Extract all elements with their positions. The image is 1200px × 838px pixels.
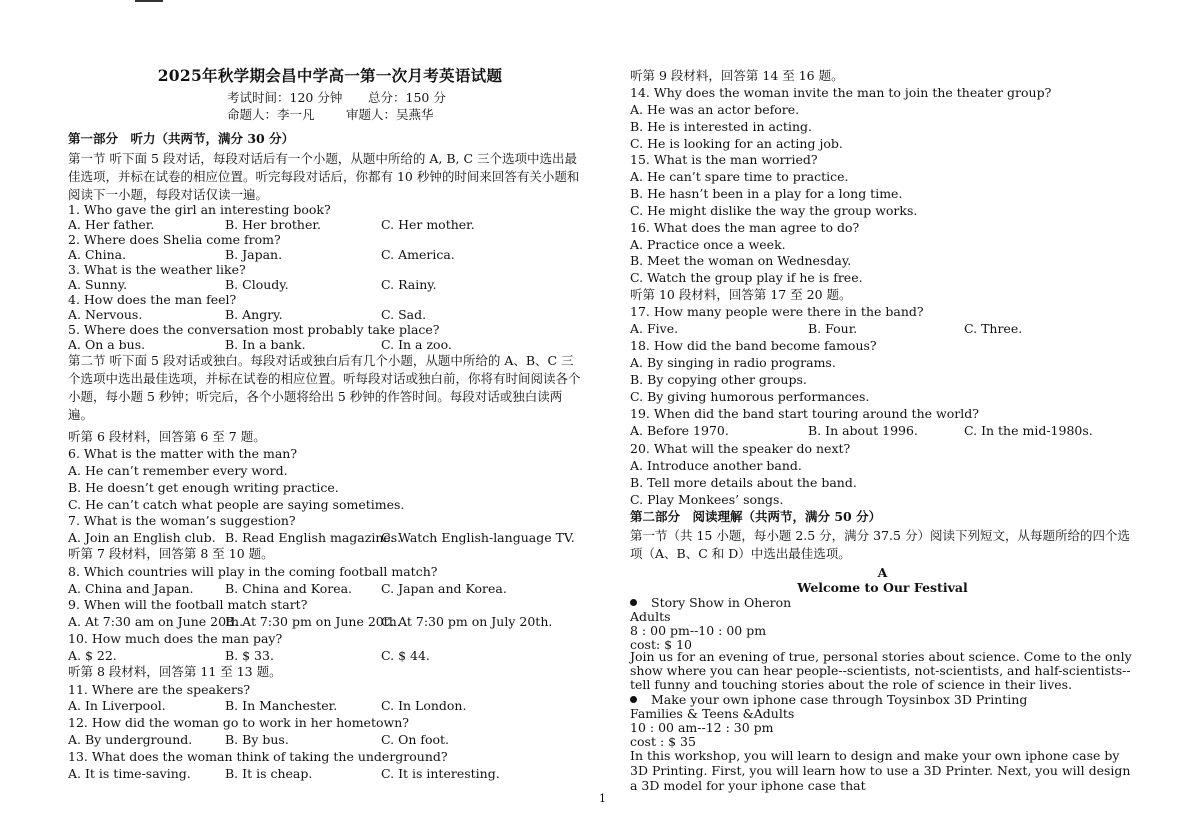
part1-heading: 第一部分 听力（共两节，满分 30 分） — [68, 131, 295, 146]
q7-option-c: C. Watch English-language TV. — [381, 530, 575, 545]
q17-option-c: C. Three. — [964, 321, 1023, 336]
q14-option-a: A. He was an actor before. — [630, 102, 800, 117]
question-4: 4. How does the man feel? — [68, 292, 237, 307]
q4-option-c: C. Sad. — [381, 307, 427, 322]
question-10: 10. How much does the man pay? — [68, 631, 283, 646]
q11-option-c: C. In London. — [381, 698, 467, 713]
q3-option-b: B. Cloudy. — [225, 277, 289, 292]
q16-option-c: C. Watch the group play if he is free. — [630, 270, 863, 285]
q7-option-a: A. Join an English club. — [68, 530, 216, 545]
passage-title: Welcome to Our Festival — [797, 580, 968, 595]
exam-time: 考试时间：120 分钟 — [227, 90, 343, 105]
event2-description: In this workshop, you will learn to design and make your own iphone case by 3D Printing. First, you will learn how to use a 3D Printer. Next, you will design a 3D model for your iphone case that — [630, 748, 1131, 793]
q8-option-a: A. China and Japan. — [68, 581, 194, 596]
question-12: 12. How did the woman go to work in her hometown? — [68, 715, 409, 730]
bullet-icon — [630, 696, 637, 703]
question-15: 15. What is the man worried? — [630, 152, 818, 167]
q18-option-c: C. By giving humorous performances. — [630, 389, 870, 404]
q16-option-a: A. Practice once a week. — [630, 237, 786, 252]
q19-option-a: A. Before 1970. — [630, 423, 729, 438]
event2-audience: Families & Teens &Adults — [630, 706, 795, 721]
bullet-icon — [630, 599, 637, 606]
scan-mark — [135, 0, 163, 2]
question-9: 9. When will the football match start? — [68, 597, 308, 612]
q1-option-b: B. Her brother. — [225, 217, 321, 232]
reading-section1-instructions: 第一节（共 15 小题，每小题 2.5 分，满分 37.5 分）阅读下列短文，从每题所给的四个选项（A、B、C 和 D）中选出最佳选项。 — [630, 528, 1130, 561]
q5-option-b: B. In a bank. — [225, 337, 306, 352]
q13-option-a: A. It is time-saving. — [68, 766, 191, 781]
material-6-note: 听第 6 段材料，回答第 6 至 7 题。 — [68, 429, 266, 444]
material-10-note: 听第 10 段材料，回答第 17 至 20 题。 — [630, 287, 852, 302]
q10-option-b: B. $ 33. — [225, 648, 274, 663]
event2-time: 10 : 00 am--12 : 30 pm — [630, 720, 774, 735]
q9-option-a: A. At 7:30 am on June 20th. — [68, 614, 244, 629]
q20-option-b: B. Tell more details about the band. — [630, 475, 857, 490]
q8-option-b: B. China and Korea. — [225, 581, 353, 596]
q10-option-c: C. $ 44. — [381, 648, 430, 663]
q5-option-c: C. In a zoo. — [381, 337, 452, 352]
q15-option-a: A. He can’t spare time to practice. — [630, 169, 849, 184]
question-13: 13. What does the woman think of taking the underground? — [68, 749, 448, 764]
q6-option-b: B. He doesn’t get enough writing practice. — [68, 480, 339, 495]
reviewer: 审题人：吴燕华 — [346, 107, 434, 122]
q2-option-b: B. Japan. — [225, 247, 283, 262]
q15-option-b: B. He hasn’t been in a play for a long time. — [630, 186, 903, 201]
question-8: 8. Which countries will play in the coming football match? — [68, 564, 438, 579]
q14-option-b: B. He is interested in acting. — [630, 119, 812, 134]
event1-audience: Adults — [630, 609, 671, 624]
q15-option-c: C. He might dislike the way the group works. — [630, 203, 918, 218]
question-6: 6. What is the matter with the man? — [68, 446, 298, 461]
question-11: 11. Where are the speakers? — [68, 682, 251, 697]
event1-name: Story Show in Oheron — [651, 595, 792, 610]
q6-option-a: A. He can’t remember every word. — [68, 463, 288, 478]
question-20: 20. What will the speaker do next? — [630, 441, 851, 456]
question-2: 2. Where does Shelia come from? — [68, 232, 281, 247]
passage-letter: A — [877, 565, 888, 580]
q19-option-c: C. In the mid-1980s. — [964, 423, 1093, 438]
q18-option-a: A. By singing in radio programs. — [630, 355, 836, 370]
q17-option-b: B. Four. — [808, 321, 858, 336]
event1-time: 8 : 00 pm--10 : 00 pm — [630, 623, 767, 638]
total-score: 总分：150 分 — [368, 90, 446, 105]
question-19: 19. When did the band start touring around the world? — [630, 406, 979, 421]
q13-option-b: B. It is cheap. — [225, 766, 313, 781]
q17-option-a: A. Five. — [630, 321, 679, 336]
q9-option-b: B. At 7:30 pm on June 20th. — [225, 614, 401, 629]
event1-description: Join us for an evening of true, personal stories about science. Come to the only show where you can hear people--scientists, not-scientists, and half-scientists--tell funny and touching stories about the role of science in their lives. — [630, 649, 1132, 692]
q14-option-c: C. He is looking for an acting job. — [630, 136, 843, 151]
section2-instructions: 第二节 听下面 5 段对话或独白。每段对话或独白后有几个小题，从题中所给的 A、B、C 三个选项中选出最佳选项，并标在试卷的相应位置。听每段对话或独白前，你将有时间阅读各个小题，每小题 5 秒钟；听完后，各个小题将给出 5 秒钟的作答时间。每段对话或独白读两遍。 — [68, 353, 581, 422]
material-9-note: 听第 9 段材料，回答第 14 至 16 题。 — [630, 68, 844, 83]
q1-option-a: A. Her father. — [68, 217, 155, 232]
question-17: 17. How many people were there in the band? — [630, 304, 924, 319]
q2-option-a: A. China. — [68, 247, 127, 262]
q12-option-a: A. By underground. — [68, 732, 193, 747]
section1-instructions: 第一节 听下面 5 段对话，每段对话后有一个小题，从题中所给的 A, B, C 三个选项中选出最佳选项，并标在试卷的相应位置。听完每段对话后，你都有 10 秒钟的时间来回答有关小题和阅读下一小题，每段对话仅读一遍。 — [68, 151, 580, 202]
q2-option-c: C. America. — [381, 247, 455, 262]
q12-option-b: B. By bus. — [225, 732, 289, 747]
q5-option-a: A. On a bus. — [68, 337, 146, 352]
q12-option-c: C. On foot. — [381, 732, 450, 747]
exam-title: 2025年秋学期会昌中学高一第一次月考英语试题 — [157, 66, 503, 85]
q16-option-b: B. Meet the woman on Wednesday. — [630, 253, 852, 268]
question-1: 1. Who gave the girl an interesting book? — [68, 202, 331, 217]
q3-option-c: C. Rainy. — [381, 277, 437, 292]
q11-option-b: B. In Manchester. — [225, 698, 338, 713]
q7-option-b: B. Read English magazines. — [225, 530, 402, 545]
q3-option-a: A. Sunny. — [68, 277, 128, 292]
question-16: 16. What does the man agree to do? — [630, 220, 860, 235]
material-7-note: 听第 7 段材料，回答第 8 至 10 题。 — [68, 546, 274, 561]
q20-option-c: C. Play Monkees’ songs. — [630, 492, 784, 507]
event1-cost: cost: $ 10 — [630, 637, 692, 652]
question-18: 18. How did the band become famous? — [630, 338, 877, 353]
page-number: 1 — [599, 792, 606, 805]
q4-option-a: A. Nervous. — [68, 307, 143, 322]
q20-option-a: A. Introduce another band. — [630, 458, 802, 473]
question-3: 3. What is the weather like? — [68, 262, 246, 277]
event2-name: Make your own iphone case through Toysinbox 3D Printing — [651, 692, 1028, 707]
q6-option-c: C. He can’t catch what people are saying sometimes. — [68, 497, 405, 512]
q19-option-b: B. In about 1996. — [808, 423, 918, 438]
q1-option-c: C. Her mother. — [381, 217, 475, 232]
q11-option-a: A. In Liverpool. — [68, 698, 166, 713]
material-8-note: 听第 8 段材料，回答第 11 至 13 题。 — [68, 664, 282, 679]
question-5: 5. Where does the conversation most probably take place? — [68, 322, 440, 337]
q18-option-b: B. By copying other groups. — [630, 372, 807, 387]
q13-option-c: C. It is interesting. — [381, 766, 500, 781]
q4-option-b: B. Angry. — [225, 307, 283, 322]
q10-option-a: A. $ 22. — [68, 648, 117, 663]
event2-cost: cost : $ 35 — [630, 734, 696, 749]
part2-heading: 第二部分 阅读理解（共两节，满分 50 分） — [630, 509, 882, 524]
question-7: 7. What is the woman’s suggestion? — [68, 513, 296, 528]
setter: 命题人：李一凡 — [227, 107, 315, 122]
q8-option-c: C. Japan and Korea. — [381, 581, 507, 596]
question-14: 14. Why does the woman invite the man to join the theater group? — [630, 85, 1052, 100]
q9-option-c: C. At 7:30 pm on July 20th. — [381, 614, 553, 629]
